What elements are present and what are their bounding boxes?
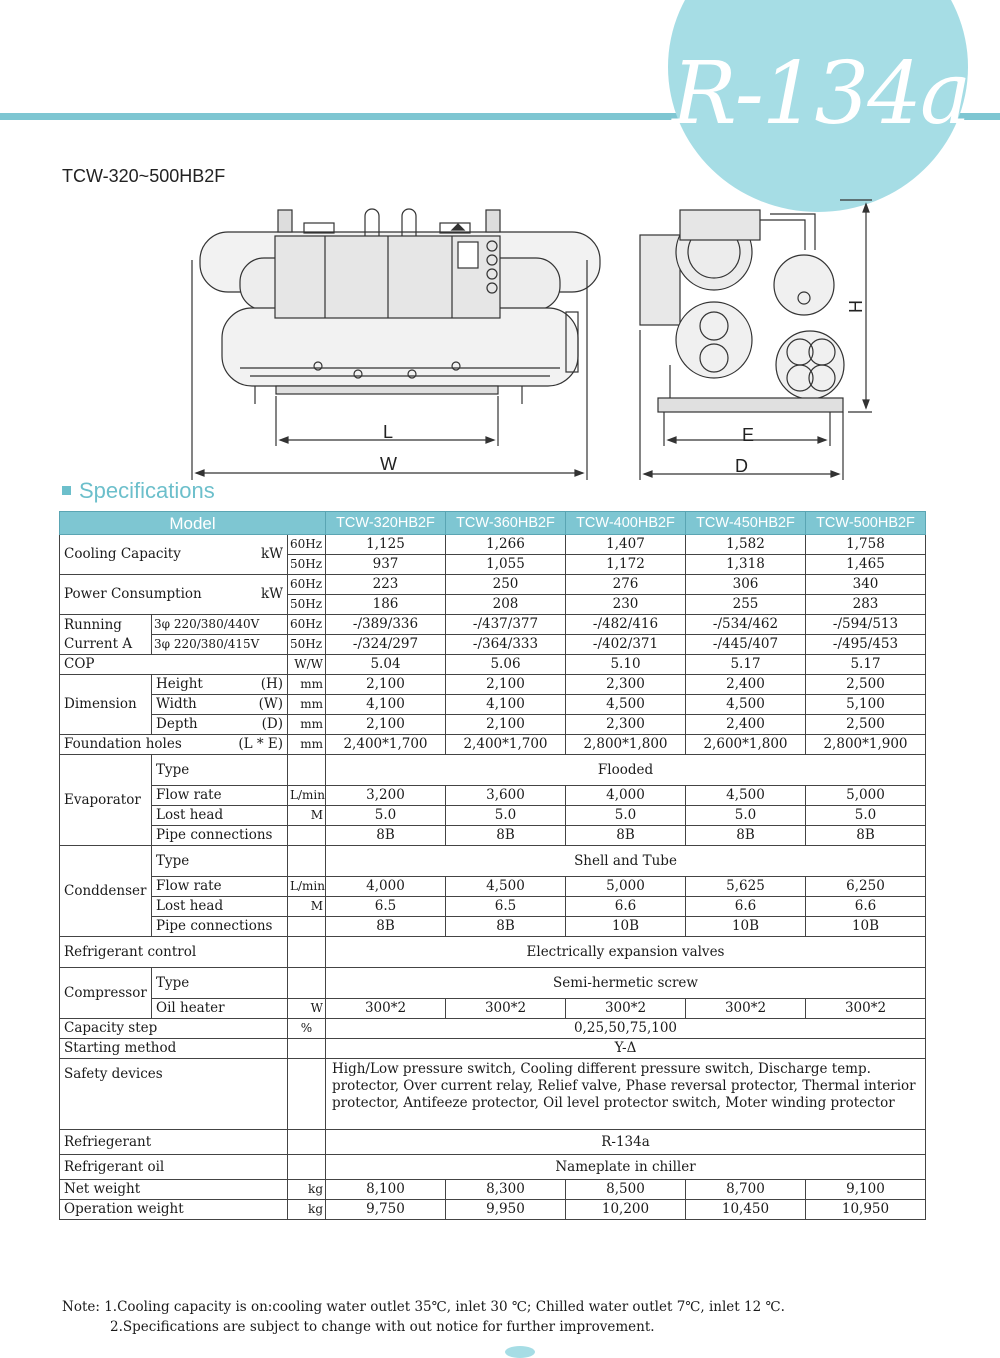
table-cell: mm: [288, 735, 326, 755]
table-cell: 283: [806, 595, 926, 615]
table-cell: 9,950: [446, 1200, 566, 1220]
table-cell: 5.0: [326, 806, 446, 826]
table-cell: -/482/416: [566, 615, 686, 635]
table-cell: 1,055: [446, 555, 566, 575]
table-cell: Net weight: [60, 1180, 288, 1200]
table-cell: 2,500: [806, 715, 926, 735]
front-view-drawing: [192, 209, 600, 480]
table-row: [60, 575, 926, 595]
table-cell: 5,000: [566, 877, 686, 897]
table-cell: Compressor: [60, 968, 152, 1019]
table-cell: 5,100: [806, 695, 926, 715]
table-cell: 3,600: [446, 786, 566, 806]
table-cell: 1,318: [686, 555, 806, 575]
table-cell: mm: [288, 715, 326, 735]
table-row: [60, 675, 926, 695]
table-cell: [288, 1039, 326, 1059]
note-line-2: 2.Specifications are subject to change with out notice for further improvement.: [110, 1319, 655, 1335]
table-cell: Depth (D): [152, 715, 288, 735]
table-cell: mm: [288, 675, 326, 695]
table-cell: 2,300: [566, 675, 686, 695]
table-cell: 3,200: [326, 786, 446, 806]
table-cell: 6.6: [566, 897, 686, 917]
table-cell: Type: [152, 968, 288, 999]
table-cell: Flow rate: [152, 786, 288, 806]
table-cell: 4,000: [566, 786, 686, 806]
table-cell: 1,407: [566, 535, 686, 555]
table-cell: 230: [566, 595, 686, 615]
table-cell: 2,400: [686, 675, 806, 695]
table-cell: 5.04: [326, 655, 446, 675]
label-L: L: [383, 422, 394, 442]
table-row: [60, 877, 926, 897]
table-cell: Refrigerant oil: [60, 1155, 288, 1180]
table-row: [60, 897, 926, 917]
header-model: Model: [60, 512, 326, 535]
table-cell: 5.17: [686, 655, 806, 675]
table-cell: 8B: [686, 826, 806, 846]
table-row: [60, 755, 926, 786]
table-cell: 937: [326, 555, 446, 575]
table-cell: Shell and Tube: [326, 846, 926, 877]
table-cell: 6.6: [686, 897, 806, 917]
table-cell: 223: [326, 575, 446, 595]
table-row: [60, 1130, 926, 1155]
table-cell: 5,000: [806, 786, 926, 806]
table-cell: 2,100: [446, 715, 566, 735]
table-cell: %: [288, 1019, 326, 1039]
table-cell: 8B: [326, 917, 446, 937]
table-row: [60, 917, 926, 937]
table-cell: 60Hz: [288, 615, 326, 635]
table-cell: -/534/462: [686, 615, 806, 635]
table-row: [60, 1019, 926, 1039]
table-cell: 4,500: [686, 786, 806, 806]
table-cell: 340: [806, 575, 926, 595]
side-view-drawing: [640, 200, 872, 480]
specifications-table: [59, 511, 926, 1220]
table-cell: 1,125: [326, 535, 446, 555]
table-cell: -/364/333: [446, 635, 566, 655]
table-cell: Nameplate in chiller: [326, 1155, 926, 1180]
table-cell: Pipe connections: [152, 826, 288, 846]
table-row: [60, 999, 926, 1019]
table-row: [60, 1059, 926, 1130]
table-cell: 8B: [806, 826, 926, 846]
table-cell: Oil heater: [152, 999, 288, 1019]
table-cell: 300*2: [566, 999, 686, 1019]
table-cell: 5.0: [806, 806, 926, 826]
table-cell: 6,250: [806, 877, 926, 897]
table-cell: 2,100: [446, 675, 566, 695]
table-cell: Semi-hermetic screw: [326, 968, 926, 999]
table-cell: Electrically expansion valves: [326, 937, 926, 968]
table-cell: 5.10: [566, 655, 686, 675]
table-cell: Pipe connections: [152, 917, 288, 937]
table-cell: kg: [288, 1180, 326, 1200]
table-cell: Type: [152, 846, 288, 877]
table-cell: 2,400*1,700: [446, 735, 566, 755]
table-row: [60, 535, 926, 555]
table-row: [60, 846, 926, 877]
note-line-1: Note: 1.Cooling capacity is on:cooling water outlet 35℃, inlet 30 ℃; Chilled water outlet 7℃, inlet 12 ℃.: [62, 1299, 785, 1315]
table-row: [60, 635, 926, 655]
table-cell: R-134a: [326, 1130, 926, 1155]
table-cell: [288, 1130, 326, 1155]
table-cell: 250: [446, 575, 566, 595]
table-cell: 2,600*1,800: [686, 735, 806, 755]
table-cell: Width (W): [152, 695, 288, 715]
table-cell: 1,172: [566, 555, 686, 575]
table-cell: 9,750: [326, 1200, 446, 1220]
table-cell: Flooded: [326, 755, 926, 786]
table-cell: [288, 846, 326, 877]
table-row: [60, 937, 926, 968]
table-cell: 2,400: [686, 715, 806, 735]
table-row: [60, 806, 926, 826]
table-cell: Operation weight: [60, 1200, 288, 1220]
table-cell: W: [288, 999, 326, 1019]
model-range-title: TCW-320~500HB2F: [62, 166, 226, 186]
table-row: [60, 715, 926, 735]
badge-text: R-134a: [672, 44, 970, 144]
table-cell: 4,000: [326, 877, 446, 897]
table-cell: -/445/407: [686, 635, 806, 655]
table-cell: 2,400*1,700: [326, 735, 446, 755]
power-label-cell: Power Consumption kW: [60, 575, 288, 615]
table-cell: 1,582: [686, 535, 806, 555]
table-cell: Flow rate: [152, 877, 288, 897]
table-cell: 60Hz: [288, 575, 326, 595]
table-cell: 5.0: [446, 806, 566, 826]
table-cell: M: [288, 806, 326, 826]
table-cell: [288, 917, 326, 937]
table-cell: 10,450: [686, 1200, 806, 1220]
table-cell: 10B: [806, 917, 926, 937]
table-row: [60, 615, 926, 635]
table-cell: 300*2: [806, 999, 926, 1019]
table-cell: 300*2: [326, 999, 446, 1019]
label-H: H: [846, 300, 866, 313]
header-model-1: TCW-320HB2F: [326, 512, 446, 535]
table-cell: 6.5: [326, 897, 446, 917]
table-cell: -/324/297: [326, 635, 446, 655]
label-D: D: [735, 456, 748, 476]
table-cell: 2,300: [566, 715, 686, 735]
table-cell: [288, 937, 326, 968]
table-cell: 10,200: [566, 1200, 686, 1220]
table-cell: 2,100: [326, 675, 446, 695]
table-cell: COP: [60, 655, 288, 675]
table-row: [60, 695, 926, 715]
table-cell: -/402/371: [566, 635, 686, 655]
table-row: [60, 735, 926, 755]
table-cell: Starting method: [60, 1039, 288, 1059]
table-cell: 10B: [686, 917, 806, 937]
header-model-2: TCW-360HB2F: [446, 512, 566, 535]
table-cell: 3φ 220/380/415V: [152, 635, 288, 655]
table-cell: 8,300: [446, 1180, 566, 1200]
chiller-drawings: [0, 190, 1000, 480]
table-cell: 8B: [566, 826, 686, 846]
table-cell: kg: [288, 1200, 326, 1220]
table-cell: 5.06: [446, 655, 566, 675]
table-cell: Height (H): [152, 675, 288, 695]
table-cell: 2,100: [326, 715, 446, 735]
table-row: [60, 655, 926, 675]
table-row: [60, 968, 926, 999]
table-cell: 4,500: [686, 695, 806, 715]
table-cell: 2,800*1,900: [806, 735, 926, 755]
table-cell: Evaporator: [60, 755, 152, 846]
table-cell: 8,100: [326, 1180, 446, 1200]
table-cell: 1,758: [806, 535, 926, 555]
square-bullet-icon: [62, 486, 71, 495]
table-cell: 6.5: [446, 897, 566, 917]
table-cell: 4,500: [446, 877, 566, 897]
table-cell: 8B: [446, 826, 566, 846]
table-cell: 186: [326, 595, 446, 615]
table-row: [60, 1155, 926, 1180]
table-cell: 5.17: [806, 655, 926, 675]
table-row: [60, 1200, 926, 1220]
table-cell: Conddenser: [60, 846, 152, 937]
table-cell: Dimension: [60, 675, 152, 735]
table-cell: 300*2: [686, 999, 806, 1019]
table-cell: 10,950: [806, 1200, 926, 1220]
table-cell: L/min: [288, 877, 326, 897]
table-cell: Safety devices: [60, 1059, 288, 1130]
table-cell: M: [288, 897, 326, 917]
table-cell: Type: [152, 755, 288, 786]
table-cell: 276: [566, 575, 686, 595]
table-cell: [288, 755, 326, 786]
table-cell: [288, 826, 326, 846]
table-cell: 50Hz: [288, 555, 326, 575]
table-cell: 5.0: [686, 806, 806, 826]
header-model-5: TCW-500HB2F: [806, 512, 926, 535]
table-cell: 10B: [566, 917, 686, 937]
table-cell: 8,700: [686, 1180, 806, 1200]
specifications-heading: Specifications: [62, 478, 215, 504]
page-decoration: [505, 1346, 535, 1358]
table-cell: 8B: [446, 917, 566, 937]
table-cell: 5,625: [686, 877, 806, 897]
table-cell: W/W: [288, 655, 326, 675]
table-cell: 8,500: [566, 1180, 686, 1200]
cooling-label-cell: Cooling Capacity kW: [60, 535, 288, 575]
table-cell: 5.0: [566, 806, 686, 826]
table-cell: 4,500: [566, 695, 686, 715]
table-cell: -/437/377: [446, 615, 566, 635]
table-cell: Y-Δ: [326, 1039, 926, 1059]
table-cell: -/495/453: [806, 635, 926, 655]
table-cell: mm: [288, 695, 326, 715]
table-cell: 2,800*1,800: [566, 735, 686, 755]
table-cell: 4,100: [446, 695, 566, 715]
table-cell: [288, 1155, 326, 1180]
table-cell: High/Low pressure switch, Cooling different pressure switch, Discharge temp. protector, Over current relay, Relief valve, Phase reversal protector, Thermal interior protector, Antifeeze protector, Oil level protector switch, Moter winding protector: [326, 1059, 926, 1130]
table-cell: 0,25,50,75,100: [326, 1019, 926, 1039]
table-row: [60, 786, 926, 806]
table-cell: Lost head: [152, 897, 288, 917]
label-E: E: [742, 425, 755, 445]
table-cell: 3φ 220/380/440V: [152, 615, 288, 635]
table-row: [60, 1039, 926, 1059]
table-cell: [288, 968, 326, 999]
table-cell: Foundation holes (L * E): [60, 735, 288, 755]
table-row: [60, 826, 926, 846]
table-cell: L/min: [288, 786, 326, 806]
table-cell: 60Hz: [288, 535, 326, 555]
current-label-cell: Running Current A: [60, 615, 152, 655]
table-cell: 306: [686, 575, 806, 595]
table-cell: 6.6: [806, 897, 926, 917]
notes: [62, 1297, 785, 1337]
table-cell: 1,465: [806, 555, 926, 575]
table-cell: Lost head: [152, 806, 288, 826]
table-cell: -/594/513: [806, 615, 926, 635]
table-cell: 9,100: [806, 1180, 926, 1200]
table-cell: Capacity step: [60, 1019, 288, 1039]
table-row: [60, 1180, 926, 1200]
table-cell: 4,100: [326, 695, 446, 715]
table-cell: Refrigerant control: [60, 937, 288, 968]
table-cell: Refriegerant: [60, 1130, 288, 1155]
table-cell: -/389/336: [326, 615, 446, 635]
table-cell: [288, 1059, 326, 1130]
header-model-3: TCW-400HB2F: [566, 512, 686, 535]
table-cell: 50Hz: [288, 595, 326, 615]
label-W: W: [380, 454, 397, 474]
table-cell: 50Hz: [288, 635, 326, 655]
table-cell: 1,266: [446, 535, 566, 555]
table-header-row: [60, 512, 926, 535]
table-cell: 300*2: [446, 999, 566, 1019]
header-model-4: TCW-450HB2F: [686, 512, 806, 535]
table-cell: 255: [686, 595, 806, 615]
table-cell: 8B: [326, 826, 446, 846]
table-cell: 2,500: [806, 675, 926, 695]
table-cell: 208: [446, 595, 566, 615]
